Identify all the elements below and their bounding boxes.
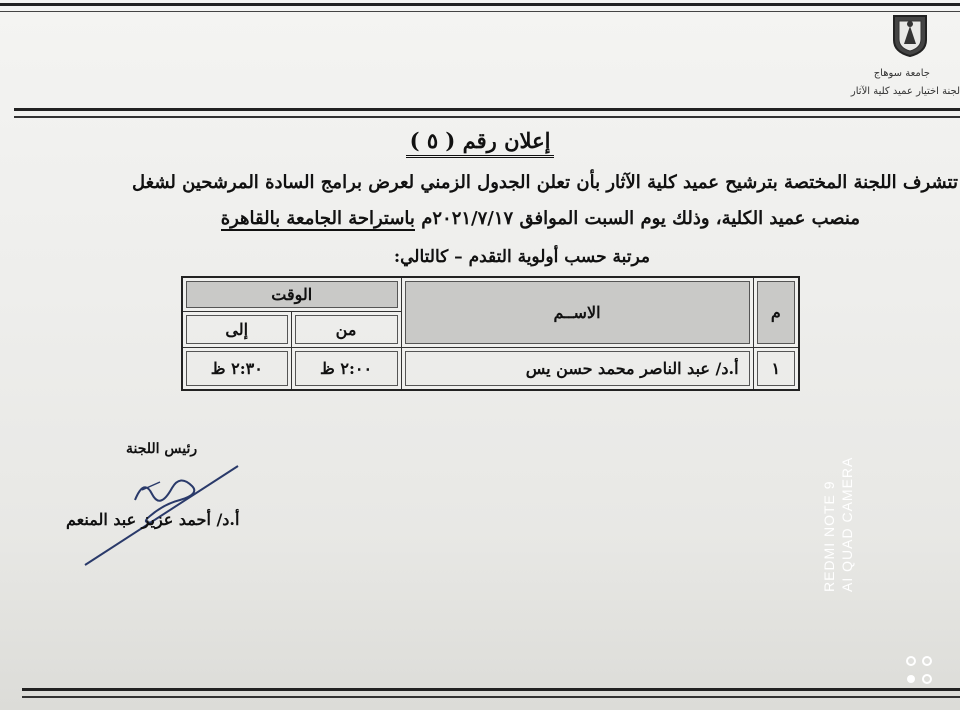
- top-border-rule: [0, 3, 960, 12]
- header-index: م: [753, 277, 799, 348]
- table-row: [182, 348, 799, 390]
- signer-title: رئيس اللجنة: [126, 441, 198, 457]
- schedule-table: [181, 276, 800, 391]
- header-from: من: [291, 311, 401, 347]
- announcement-title-wrapper: [0, 128, 960, 158]
- announcement-line-3: مرتبة حسب أولوية التقدم – كالتالي:: [393, 247, 650, 267]
- camera-dots-icon: [902, 652, 936, 692]
- row-name: أ.د/ عبد الناصر محمد حسن يس: [401, 348, 753, 390]
- camera-watermark: [820, 382, 860, 592]
- header-time: الوقت: [182, 277, 401, 311]
- row-to: ٢:٣٠ ظ: [182, 348, 291, 390]
- watermark-line-2: AI QUAD CAMERA: [839, 456, 855, 592]
- header-rule: [14, 108, 960, 118]
- committee-name: لجنة اختيار عميد كلية الآثار: [850, 86, 960, 97]
- announcement-line-2-text: منصب عميد الكلية، وذلك يوم السبت الموافق ٢٠٢١/٧/١٧م: [414, 208, 860, 229]
- announcement-line-1: تتشرف اللجنة المختصة بترشيح عميد كلية الآثار بأن تعلن الجدول الزمني لعرض برامج السادة المرشحين لشغل: [132, 172, 958, 193]
- bottom-border-rule: [22, 688, 960, 698]
- university-logo-icon: [890, 12, 930, 58]
- header-to: إلى: [182, 311, 291, 347]
- header-name: الاســم: [401, 277, 753, 348]
- signer-name: أ.د/ أحمد عزيز عبد المنعم: [66, 510, 240, 529]
- row-from: ٢:٠٠ ظ: [291, 348, 401, 390]
- row-index: ١: [753, 348, 799, 390]
- announcement-location: باستراحة الجامعة بالقاهرة: [220, 208, 415, 229]
- announcement-title: إعلان رقم ( ٥ ): [406, 128, 555, 158]
- university-name: جامعة سوهاج: [873, 68, 930, 79]
- watermark-line-1: REDMI NOTE 9: [821, 480, 837, 592]
- announcement-line-2: [221, 208, 860, 229]
